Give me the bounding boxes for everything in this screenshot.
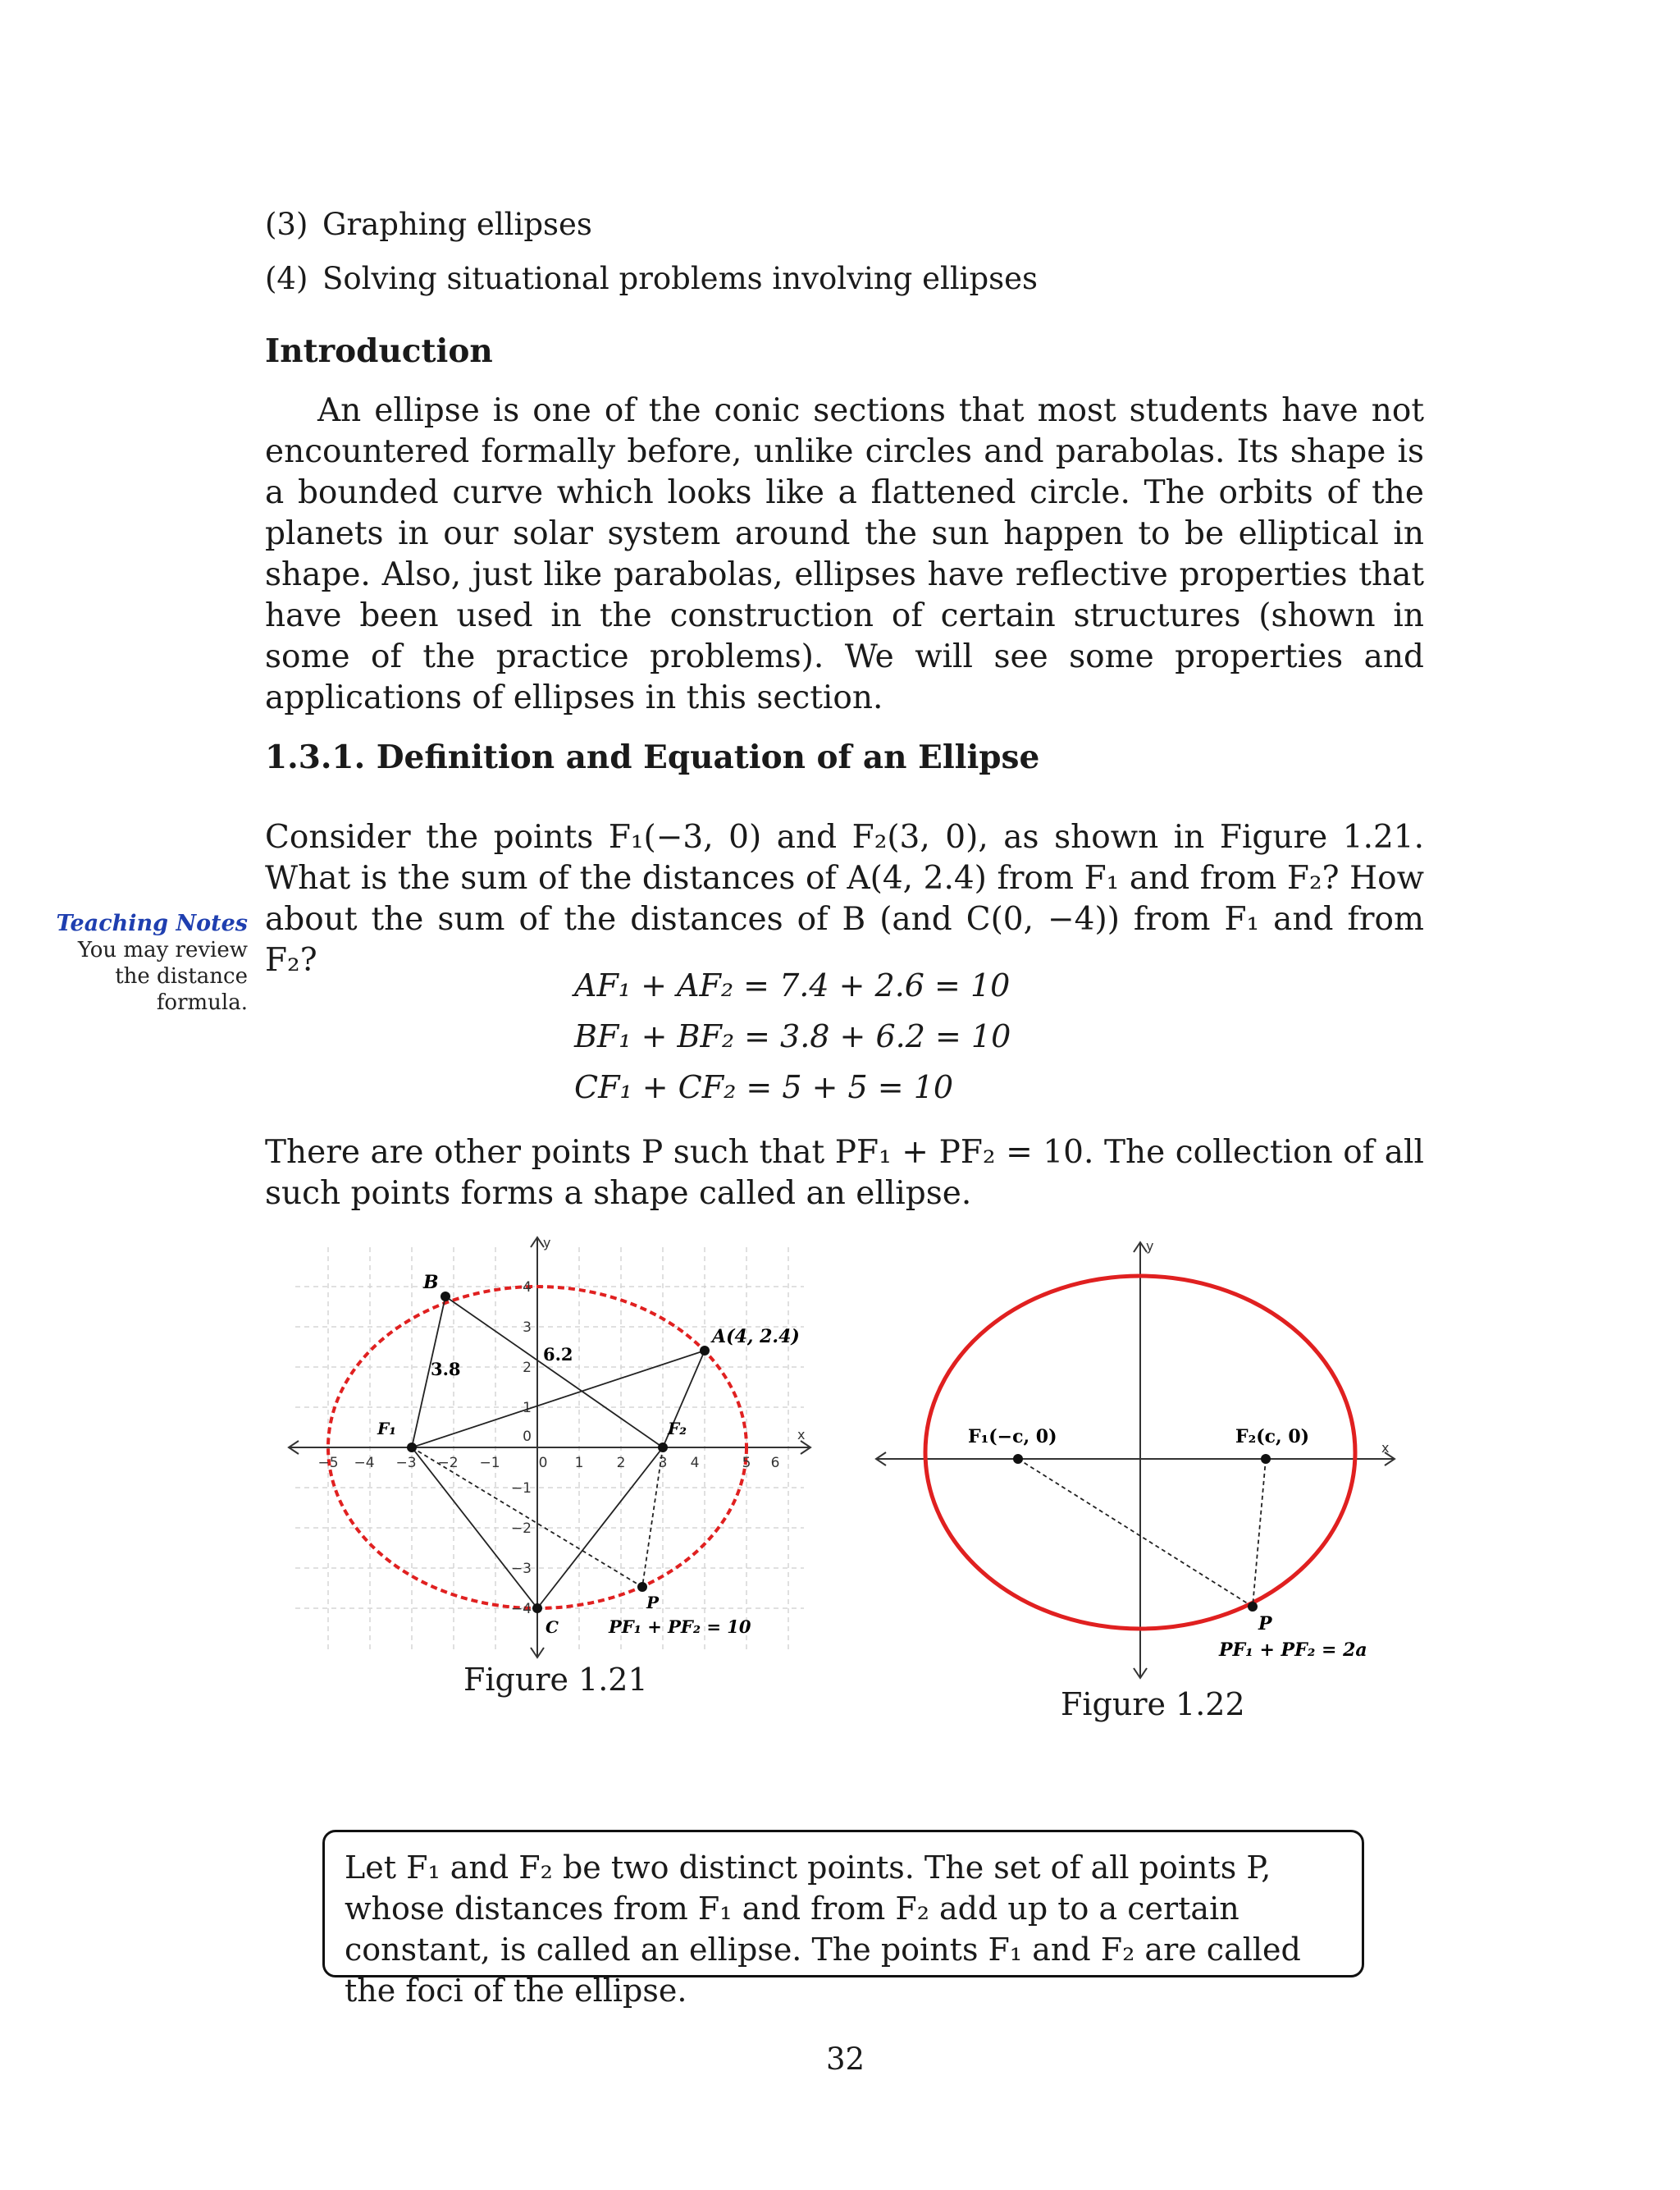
point-p [1248, 1602, 1258, 1612]
label-a: A(4, 2.4) [712, 1326, 800, 1347]
y-tick: −1 [510, 1480, 532, 1497]
label-f2: F₂ [668, 1419, 687, 1438]
x-tick: 6 [770, 1455, 780, 1471]
x-tick: 5 [742, 1455, 751, 1471]
y-tick: 3 [523, 1319, 532, 1336]
consider-paragraph [265, 817, 1424, 981]
x-tick: 2 [616, 1455, 626, 1471]
segments [412, 1296, 705, 1608]
objective-number: (3) [265, 207, 308, 242]
label-f1: F₁(−c, 0) [968, 1426, 1057, 1447]
teaching-notes-text: You may review the distance formula. [77, 938, 248, 1015]
points [407, 1292, 710, 1613]
y-tick: 0 [523, 1429, 532, 1445]
points [1013, 1454, 1271, 1612]
x-tick: 1 [574, 1455, 584, 1471]
figure-1-22 [870, 1231, 1427, 1690]
equations-block [574, 960, 1148, 1113]
y-tick: 1 [523, 1400, 532, 1416]
intro-text: An ellipse is one of the conic sections that most students have not encountered formally before, unlike circles and parabolas. Its shape is a bounded curve which looks like a flattened circle. The orbits of the planets in our solar system around the sun happen to be elliptical in shape. Also, just like parabolas, ellipses have reflective properties that have been used in the construction of certain structures (shown in some of the practice problems). We will see some properties and applications of ellipses in this section. [265, 392, 1424, 716]
y-tick: −2 [510, 1520, 532, 1537]
equation-cf: CF₁ + CF₂ = 5 + 5 = 10 [574, 1069, 954, 1105]
x-axis-label: x [1381, 1440, 1390, 1456]
point-a [700, 1346, 710, 1356]
objective-text: Solving situational problems involving ellipses [322, 261, 1039, 296]
label-b: B [423, 1272, 439, 1293]
axes [289, 1237, 810, 1657]
intro-heading: Introduction [265, 332, 493, 370]
label-c: C [546, 1617, 559, 1637]
x-tick: −4 [354, 1455, 375, 1471]
figure-1-21 [279, 1231, 820, 1674]
point-f1 [407, 1442, 417, 1452]
x-tick: −1 [479, 1455, 500, 1471]
label-length-62: 6.2 [543, 1344, 573, 1365]
x-tick: 3 [658, 1455, 668, 1471]
objective-4 [265, 261, 1038, 296]
point-b [441, 1292, 450, 1301]
point-p [637, 1582, 647, 1592]
section-heading: 1.3.1. Definition and Equation of an Ellipse [265, 738, 1040, 776]
teaching-notes [49, 911, 248, 1016]
axes [876, 1242, 1395, 1678]
point-c [532, 1603, 542, 1613]
equation-bf: BF₁ + BF₂ = 3.8 + 6.2 = 10 [574, 1018, 1011, 1054]
point-f2 [1261, 1454, 1271, 1464]
figure-1-22-caption: Figure 1.22 [1061, 1686, 1245, 1722]
other-points-paragraph [265, 1132, 1424, 1214]
y-tick: 4 [523, 1279, 532, 1296]
figure-1-21-caption: Figure 1.21 [463, 1662, 648, 1698]
x-tick: −3 [395, 1455, 417, 1471]
label-sum: PF₁ + PF₂ = 10 [609, 1616, 751, 1637]
teaching-notes-title: Teaching Notes [56, 911, 248, 936]
y-tick: −3 [510, 1561, 532, 1577]
objective-number: (4) [265, 261, 308, 296]
definition-text: Let F₁ and F₂ be two distinct points. The set of all points P, whose distances from F₁ and from F₂ add up to a certain constant, is called an ellipse. The points F₁ and F₂ are called the foci of the ellipse. [345, 1849, 1301, 2009]
label-p: P [646, 1593, 660, 1612]
point-f2 [658, 1442, 668, 1452]
x-tick: 0 [538, 1455, 548, 1471]
point-f1 [1013, 1454, 1023, 1464]
page-number: 32 [826, 2041, 865, 2077]
y-tick: −4 [510, 1601, 532, 1617]
intro-paragraph [265, 391, 1424, 719]
dashed-segments [1018, 1459, 1266, 1607]
x-tick: 4 [690, 1455, 700, 1471]
x-tick: −5 [317, 1455, 339, 1471]
y-axis-label: y [1146, 1238, 1154, 1254]
x-tick-labels [317, 1455, 779, 1471]
objective-text: Graphing ellipses [322, 207, 592, 242]
x-axis-label: x [797, 1427, 806, 1442]
other-points-text: There are other points P such that PF₁ + PF₂ = 10. The collection of all such points forms a shape called an ellipse. [265, 1134, 1424, 1212]
objective-3 [265, 207, 592, 242]
label-f2: F₂(c, 0) [1235, 1426, 1310, 1447]
label-sum: PF₁ + PF₂ = 2a [1219, 1639, 1367, 1661]
label-f1: F₁ [377, 1419, 396, 1438]
label-p: P [1258, 1613, 1272, 1634]
equation-af: AF₁ + AF₂ = 7.4 + 2.6 = 10 [574, 967, 1011, 1004]
label-length-38: 3.8 [431, 1359, 461, 1379]
y-tick: 2 [523, 1360, 532, 1376]
y-axis-label: y [543, 1235, 551, 1250]
x-tick: −2 [437, 1455, 459, 1471]
definition-box [322, 1830, 1364, 2009]
consider-text: Consider the points F₁(−3, 0) and F₂(3, 0), as shown in Figure 1.21. What is the sum of the distances of A(4, 2.4) from F₁ and from F₂? How about the sum of the distances of B (and C(0, −4)) from F₁ and from F₂? [265, 819, 1424, 979]
